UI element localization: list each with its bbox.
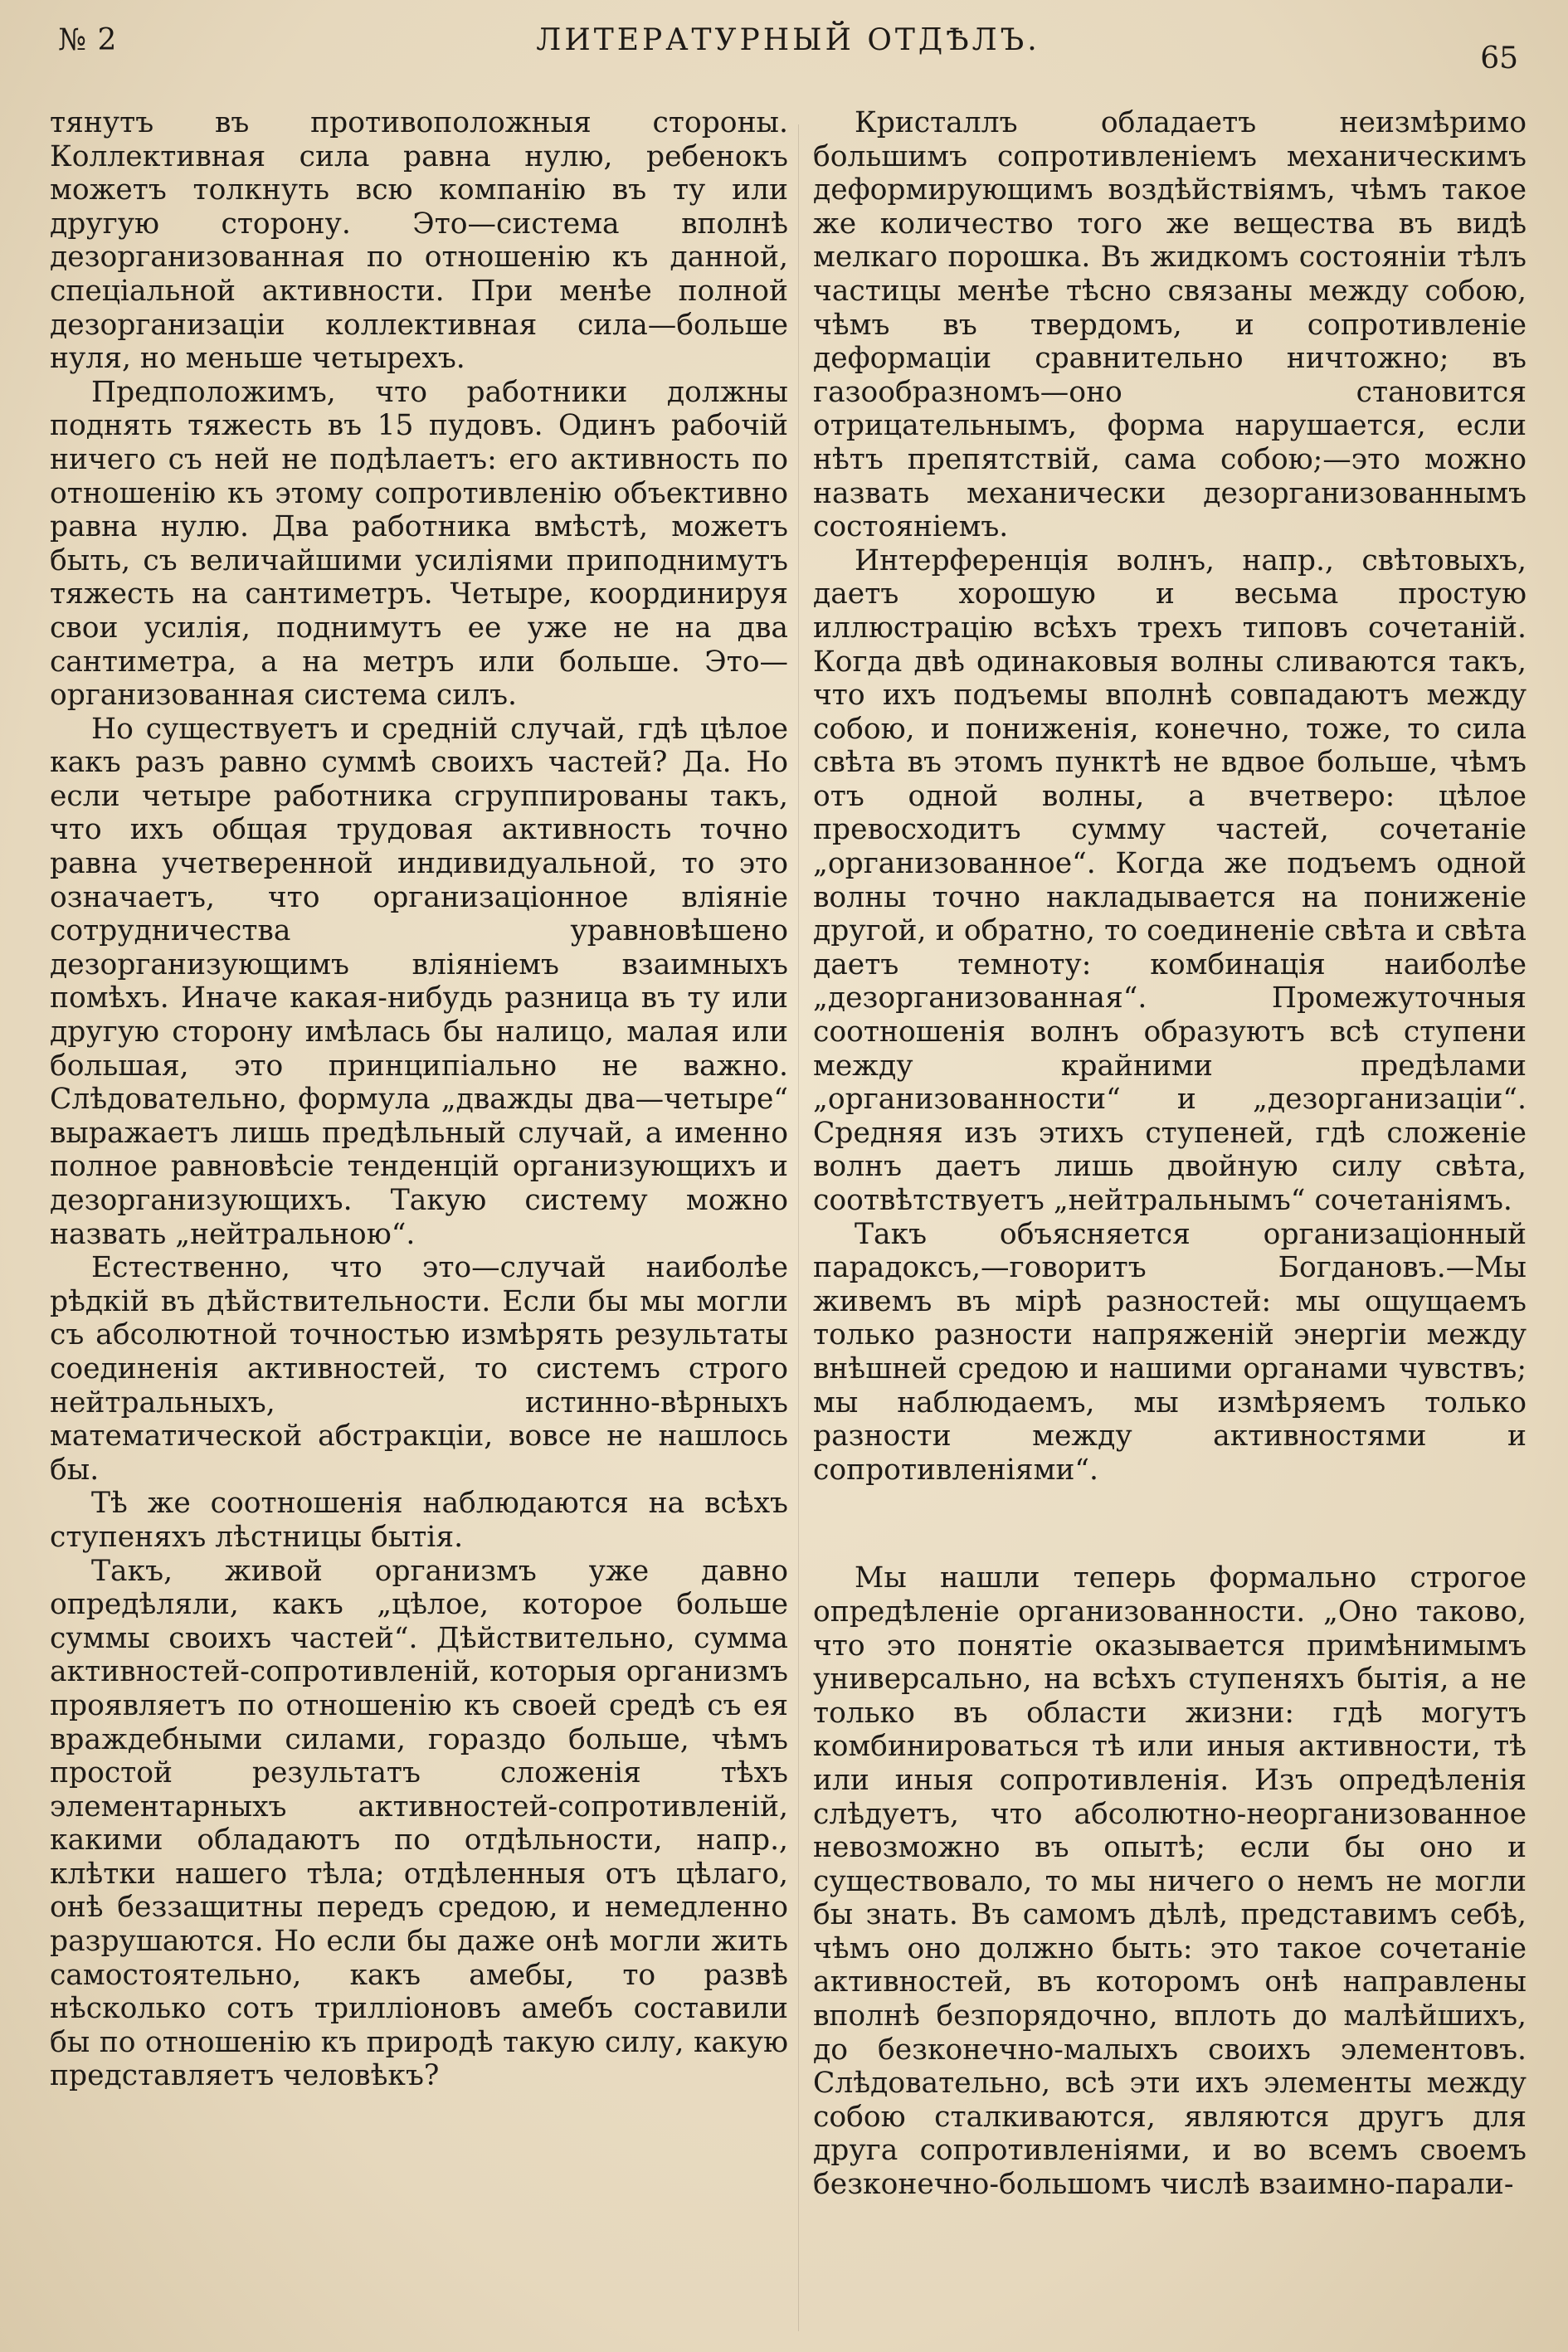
page-header — [50, 23, 1527, 81]
paragraph: Предположимъ, что работники должны поднять тяжесть въ 15 пудовъ. Одинъ рабочій ничего съ ней не подѣлаетъ: его активность по отношенію къ этому сопротивленію объективно равна нулю. Два работника вмѣстѣ, можетъ быть, съ величайшими усиліями приподнимутъ тяжесть на сантиметръ. Четыре, координируя свои усилія, поднимутъ ее уже не на два сантиметра, а на метръ или больше. Это—организованная система силъ. — [50, 375, 788, 713]
paragraph: Но существуетъ и средній случай, гдѣ цѣлое какъ разъ равно суммѣ своихъ частей? Да. Но если четыре работника сгруппированы такъ, что ихъ общая трудовая активность точно равна учетверенной индивидуальной, то это означаетъ, что организаціонное вліяніе сотрудничества уравновѣшено дезорганизующимъ вліяніемъ взаимныхъ помѣхъ. Иначе какая-нибудь разница въ ту или другую сторону имѣлась бы налицо, малая или большая, это принципіально не важно. Слѣдовательно, формула „дважды два—четыре“ выражаетъ лишь предѣльный случай, а именно полное равновѣсіе тенденцій организующихъ и дезорганизующихъ. Такую систему можно назвать „нейтральною“. — [50, 712, 788, 1251]
section-title: ЛИТЕРАТУРНЫЙ ОТДѢЛЪ. — [536, 23, 1040, 57]
right-column — [813, 106, 1527, 2202]
issue-number: № 2 — [58, 23, 118, 57]
section-break — [813, 1487, 1527, 1561]
paragraph: Такъ объясняется организаціонный парадоксъ,—говоритъ Богдановъ.—Мы живемъ въ мірѣ разностей: мы ощущаемъ только разности напряженій энергіи между внѣшней средою и нашими органами чувствъ; мы наблюдаемъ, мы измѣряемъ только разности между активностями и сопротивленіями“. — [813, 1217, 1527, 1487]
paragraph: Мы нашли теперь формально строгое опредѣленіе организованности. „Оно таково, что это понятіе оказывается примѣнимымъ универсально, на всѣхъ ступеняхъ бытія, а не только въ области жизни: гдѣ могутъ комбинироваться тѣ или иныя активности, тѣ или иныя сопротивленія. Изъ опредѣленія слѣдуетъ, что абсолютно-неорганизованное невозможно въ опытѣ; если бы оно и существовало, то мы ничего о немъ не могли бы знать. Въ самомъ дѣлѣ, представимъ себѣ, чѣмъ оно должно быть: это такое сочетаніе активностей, въ которомъ онѣ направлены вполнѣ безпорядочно, вплоть до малѣйшихъ, до безконечно-малыхъ своихъ элементовъ. Слѣдовательно, всѣ эти ихъ элементы между собою сталкиваются, являются другъ для друга сопротивленіями, и во всемъ своемъ безконечно-большомъ числѣ взаимно-парали- — [813, 1561, 1527, 2202]
paragraph: Такъ, живой организмъ уже давно опредѣляли, какъ „цѣлое, которое больше суммы своихъ частей“. Дѣйствительно, сумма активностей-сопротивленій, которыя организмъ проявляетъ по отношенію къ своей средѣ съ ея враждебными силами, гораздо больше, чѣмъ простой результатъ сложенія тѣхъ элементарныхъ активностей-сопротивленій, какими обладаютъ по отдѣльности, напр., клѣтки нашего тѣла; отдѣленныя отъ цѣлаго, онѣ беззащитны передъ средою, и немедленно разрушаются. Но если бы даже онѣ могли жить самостоятельно, какъ амебы, то развѣ нѣсколько сотъ трилліоновъ амебъ составили бы по отношенію къ природѣ такую силу, какую представляетъ человѣкъ? — [50, 1554, 788, 2093]
page-number: 65 — [1480, 41, 1518, 75]
paragraph: Естественно, что это—случай наиболѣе рѣдкій въ дѣйствительности. Если бы мы могли съ абсолютной точностью измѣрять результаты соединенія активностей, то системъ строго нейтральныхъ, истинно-вѣрныхъ математической абстракціи, вовсе не нашлось бы. — [50, 1251, 788, 1487]
paragraph: тянутъ въ противоположныя стороны. Коллективная сила равна нулю, ребенокъ можетъ толкнуть всю компанію въ ту или другую сторону. Это—система вполнѣ дезорганизованная по отношенію къ данной, спеціальной активности. При менѣе полной дезорганизаціи коллективная сила—больше нуля, но меньше четырехъ. — [50, 106, 788, 376]
paragraph: Тѣ же соотношенія наблюдаются на всѣхъ ступеняхъ лѣстницы бытія. — [50, 1487, 788, 1554]
paragraph: Кристаллъ обладаетъ неизмѣримо большимъ сопротивленіемъ механическимъ деформирующимъ воздѣйствіямъ, чѣмъ такое же количество того же вещества въ видѣ мелкаго порошка. Въ жидкомъ состояніи тѣлъ частицы менѣе тѣсно связаны между собою, чѣмъ въ твердомъ, и сопротивленіе деформаціи сравнительно ничтожно; въ газообразномъ—оно становится отрицательнымъ, форма нарушается, если нѣтъ препятствій, сама собою;—это можно назвать механически дезорганизованнымъ состояніемъ. — [813, 106, 1527, 544]
column-separator — [798, 124, 799, 2331]
paragraph: Интерференція волнъ, напр., свѣтовыхъ, даетъ хорошую и весьма простую иллюстрацію всѣхъ трехъ типовъ сочетаній. Когда двѣ одинаковыя волны сливаются такъ, что ихъ подъемы вполнѣ совпадаютъ между собою, и пониженія, конечно, тоже, то сила свѣта въ этомъ пунктѣ не вдвое больше, чѣмъ отъ одной волны, а вчетверо: цѣлое превосходитъ сумму частей, сочетаніе „организованное“. Когда же подъемъ одной волны точно накладывается на пониженіе другой, и обратно, то соединеніе свѣта и свѣта даетъ темноту: комбинація наиболѣе „дезорганизованная“. Промежуточныя соотношенія волнъ образуютъ всѣ ступени между крайними предѣлами „организованности“ и „дезорганизаціи“. Средняя изъ этихъ ступеней, гдѣ сложеніе волнъ даетъ лишь двойную силу свѣта, соотвѣтствуетъ „нейтральнымъ“ сочетаніямъ. — [813, 543, 1527, 1217]
left-column — [50, 106, 788, 2093]
